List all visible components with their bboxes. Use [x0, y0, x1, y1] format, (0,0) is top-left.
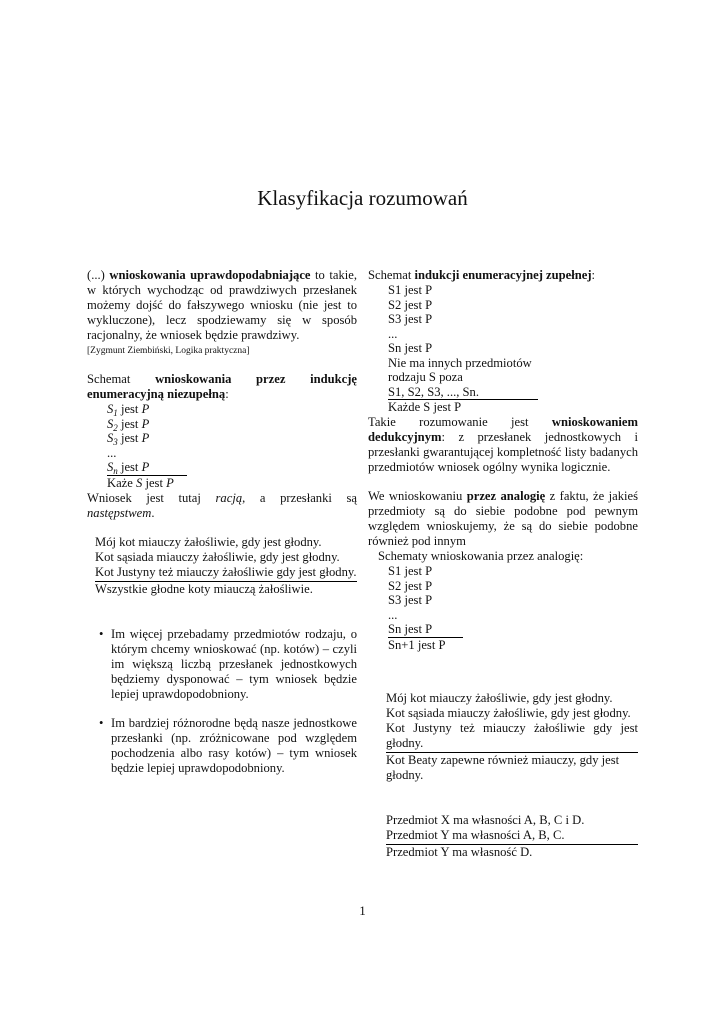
page-number: 1 [359, 903, 366, 918]
complete-line-1: S1 jest P [388, 283, 433, 297]
analogy-line-1: S1 jest P [388, 564, 433, 578]
bullet-list [87, 627, 357, 776]
intro-text: to takie, w których wychodząc od prawdziwych przesłanek możemy dojść do fałszywego wniosku (nie jest to wykluczone), lecz spodziewamy się w sposób racjonalny, że wniosek będzie prawdziwy. [87, 268, 357, 342]
schema-line-1: $S_1$ jest P [107, 402, 150, 418]
complete-schema-intro: Schemat indukcji enumeracyjnej zupełnej: [368, 268, 596, 282]
schema-intro-bold: wnioskowania przez indukcję enumeracyjną niezupełną [87, 372, 357, 401]
analogy-line-3: S3 jest P [388, 593, 433, 607]
analogy-conclusion: Sn+1 jest P [388, 637, 463, 653]
example-premise-1: Mój kot miauczy żałośliwie, gdy jest głodny. [95, 534, 322, 549]
example-right-conclusion: Kot Beaty zapewne również miauczy, gdy jest głodny. [386, 752, 638, 783]
induction-schema [107, 402, 357, 491]
complete-induction-schema [388, 283, 638, 415]
example-properties [386, 813, 638, 860]
right-column [368, 268, 638, 860]
schema-line-n: $S_n$ jest P [107, 460, 150, 476]
example-right-premise-3: Kot Justyny też miauczy żałośliwie gdy jest głodny. [386, 720, 638, 750]
analogy-schema-title: Schematy wnioskowania przez analogię: [378, 549, 584, 563]
analogy-line-2: S2 jest P [388, 578, 433, 593]
complete-extra-1: Nie ma innych przedmiotów [388, 355, 532, 370]
intro-prefix: (...) [87, 268, 105, 282]
schema-line-2: $S_2$ jest P [107, 416, 150, 433]
bullet-icon: • [99, 715, 104, 730]
example-right [386, 691, 638, 783]
complete-line-n: Sn jest P [388, 341, 433, 355]
schema-conclusion: Każe S jest P [107, 475, 187, 491]
schema-intro-suffix: : [225, 387, 229, 401]
example-conclusion: Wszystkie głodne koty miauczą żałośliwie. [95, 581, 357, 597]
intro-bold-term: wnioskowania uprawdopodabniające [109, 268, 311, 282]
schema-line-dots: ... [107, 445, 117, 460]
example-premise-3: Kot Justyny też miauczy żałośliwie gdy jest głodny. [95, 564, 357, 579]
page-title: Klasyfikacja rozumowań [257, 186, 468, 210]
intro-paragraph [87, 268, 357, 343]
example-left [95, 535, 357, 597]
schema-intro [87, 372, 357, 402]
deductive-paragraph: Takie rozumowanie jest wnioskowaniem dedukcyjnym: z przesłanek jednostkowych i przesłanki gwarantującej kompletność listy badanych przedmiotów wniosek ogólny wynika logicznie. [368, 415, 638, 474]
citation: [Zygmunt Ziembiński, Logika praktyczna] [87, 346, 250, 356]
complete-line-3: S3 jest P [388, 312, 433, 326]
schema-intro-prefix: Schemat [87, 372, 131, 386]
complete-list-line: S1, S2, S3, ..., Sn. [388, 384, 479, 399]
example-right-premise-1: Mój kot miauczy żałośliwie, gdy jest głodny. [386, 690, 613, 705]
note-paragraph: Wniosek jest tutaj racją, a przesłanki są następstwem. [87, 490, 357, 520]
example-premise-2: Kot sąsiada miauczy żałośliwie, gdy jest głodny. [95, 549, 340, 564]
analogy-line-n: Sn jest P [388, 622, 433, 636]
schema-line-3: $S_3$ jest P [107, 431, 150, 447]
properties-premise-1: Przedmiot X ma własności A, B, C i D. [386, 812, 585, 827]
left-column [87, 268, 357, 790]
analogy-schema [388, 564, 638, 653]
complete-line-2: S2 jest P [388, 297, 433, 312]
analogy-paragraph: We wnioskowaniu przez analogię z faktu, że jakieś przedmioty są do siebie podobne pod pewnym względem wnioskujemy, że są do siebie podobne również pod innym [368, 489, 638, 548]
complete-extra-2: rodzaju S poza [388, 370, 463, 384]
bullet-icon: • [99, 626, 104, 641]
complete-conclusion: Każde S jest P [388, 399, 538, 415]
bullet-item-2: • Im bardziej różnorodne będą nasze jednostkowe przesłanki (np. zróżnicowane pod względem pochodzenia albo rasy kotów) – tym wniosek będzie lepiej uprawdopodobniony. [99, 715, 357, 775]
bullet-item-1: • Im więcej przebadamy przedmiotów rodzaju, o którym chcemy wnioskować (np. kotów) – czyli im większą liczbą przesłanek jednostkowych będziemy dysponować – tym wniosek będzie lepiej uprawdopodobniony. [99, 626, 357, 701]
example-right-premise-2: Kot sąsiada miauczy żałośliwie, gdy jest głodny. [386, 705, 631, 720]
properties-conclusion: Przedmiot Y ma własność D. [386, 844, 638, 860]
complete-line-dots: ... [388, 326, 398, 341]
properties-premise-2: Przedmiot Y ma własności A, B, C. [386, 827, 565, 842]
analogy-line-dots: ... [388, 607, 398, 622]
